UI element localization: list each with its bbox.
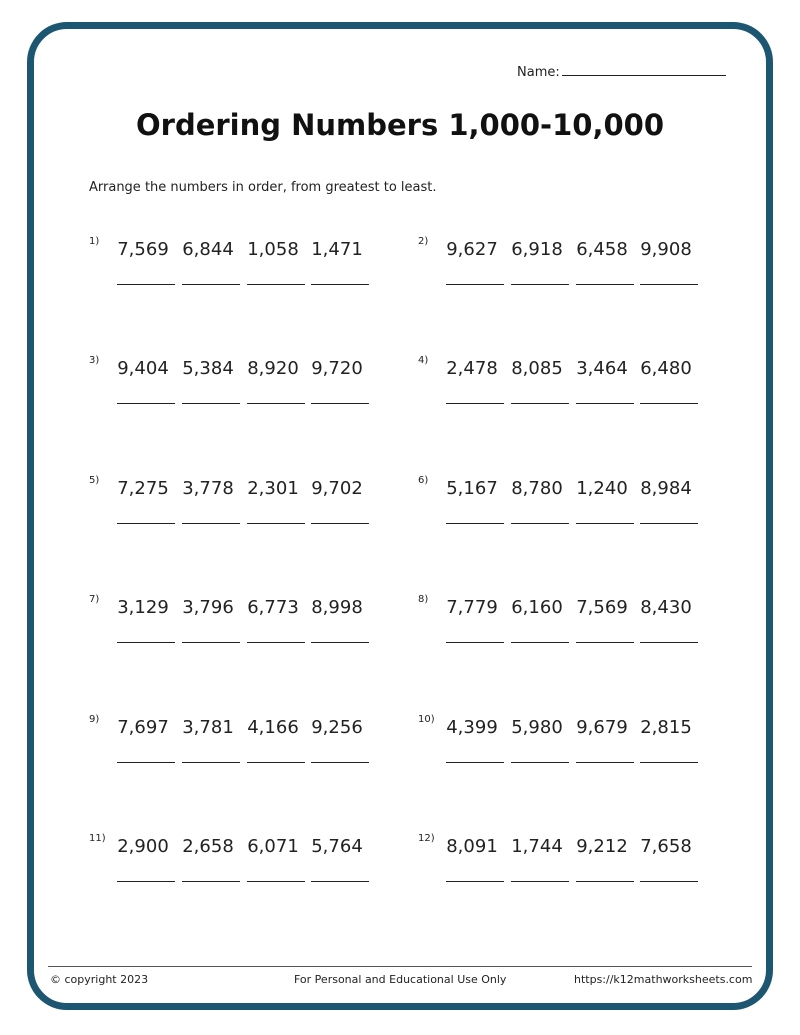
page-title: Ordering Numbers 1,000-10,000 <box>135 108 665 142</box>
footer-url[interactable]: https://k12mathworksheets.com <box>574 973 753 986</box>
problem-number: 4) <box>418 355 429 366</box>
answer-blank[interactable] <box>182 642 240 643</box>
problem-10 <box>418 714 708 784</box>
name-blank-line[interactable] <box>562 63 726 76</box>
given-number: 7,275 <box>117 478 169 499</box>
answer-blank[interactable] <box>576 762 634 763</box>
problem-5 <box>89 475 379 545</box>
given-number: 5,384 <box>182 358 234 379</box>
footer-usage: For Personal and Educational Use Only <box>294 973 507 986</box>
answer-blank[interactable] <box>511 762 569 763</box>
answer-blank[interactable] <box>640 881 698 882</box>
answer-blank[interactable] <box>576 881 634 882</box>
given-number: 4,399 <box>446 717 498 738</box>
answer-blank[interactable] <box>182 523 240 524</box>
answer-blank[interactable] <box>117 881 175 882</box>
given-number: 8,984 <box>640 478 692 499</box>
given-number: 5,764 <box>311 836 363 857</box>
problem-number: 10) <box>418 714 435 725</box>
given-number: 9,908 <box>640 239 692 260</box>
given-number: 9,720 <box>311 358 363 379</box>
answer-blank[interactable] <box>446 284 504 285</box>
given-number: 6,071 <box>247 836 299 857</box>
given-number: 6,480 <box>640 358 692 379</box>
answer-blank[interactable] <box>311 881 369 882</box>
given-number: 8,780 <box>511 478 563 499</box>
answer-blank[interactable] <box>311 762 369 763</box>
answer-blank[interactable] <box>247 284 305 285</box>
answer-blank[interactable] <box>576 642 634 643</box>
problem-number: 3) <box>89 355 100 366</box>
problem-number: 1) <box>89 236 100 247</box>
problem-number: 8) <box>418 594 429 605</box>
given-number: 6,458 <box>576 239 628 260</box>
problem-3 <box>89 355 379 425</box>
problem-number: 6) <box>418 475 429 486</box>
given-number: 3,796 <box>182 597 234 618</box>
answer-blank[interactable] <box>576 403 634 404</box>
given-number: 1,744 <box>511 836 563 857</box>
given-number: 2,478 <box>446 358 498 379</box>
given-number: 8,998 <box>311 597 363 618</box>
answer-blank[interactable] <box>576 284 634 285</box>
answer-blank[interactable] <box>247 403 305 404</box>
given-number: 5,167 <box>446 478 498 499</box>
given-number: 7,779 <box>446 597 498 618</box>
answer-blank[interactable] <box>446 523 504 524</box>
answer-blank[interactable] <box>311 284 369 285</box>
given-number: 7,569 <box>576 597 628 618</box>
problem-9 <box>89 714 379 784</box>
given-number: 4,166 <box>247 717 299 738</box>
answer-blank[interactable] <box>247 762 305 763</box>
given-number: 1,471 <box>311 239 363 260</box>
problem-8 <box>418 594 708 664</box>
answer-blank[interactable] <box>182 403 240 404</box>
answer-blank[interactable] <box>511 523 569 524</box>
problem-number: 11) <box>89 833 106 844</box>
given-number: 9,212 <box>576 836 628 857</box>
problem-number: 12) <box>418 833 435 844</box>
answer-blank[interactable] <box>640 284 698 285</box>
given-number: 3,781 <box>182 717 234 738</box>
given-number: 7,658 <box>640 836 692 857</box>
answer-blank[interactable] <box>311 403 369 404</box>
given-number: 6,844 <box>182 239 234 260</box>
answer-blank[interactable] <box>576 523 634 524</box>
problem-number: 7) <box>89 594 100 605</box>
answer-blank[interactable] <box>446 642 504 643</box>
answer-blank[interactable] <box>511 403 569 404</box>
problem-number: 9) <box>89 714 100 725</box>
answer-blank[interactable] <box>640 523 698 524</box>
given-number: 3,464 <box>576 358 628 379</box>
footer-copyright: © copyright 2023 <box>50 973 149 986</box>
name-label: Name: <box>517 65 560 80</box>
given-number: 8,430 <box>640 597 692 618</box>
given-number: 1,240 <box>576 478 628 499</box>
footer-divider <box>48 966 752 967</box>
answer-blank[interactable] <box>247 642 305 643</box>
answer-blank[interactable] <box>247 523 305 524</box>
answer-blank[interactable] <box>511 881 569 882</box>
answer-blank[interactable] <box>117 403 175 404</box>
given-number: 6,160 <box>511 597 563 618</box>
given-number: 6,918 <box>511 239 563 260</box>
problem-1 <box>89 236 379 306</box>
given-number: 9,404 <box>117 358 169 379</box>
answer-blank[interactable] <box>446 762 504 763</box>
given-number: 7,569 <box>117 239 169 260</box>
problem-11 <box>89 833 379 903</box>
answer-blank[interactable] <box>640 762 698 763</box>
given-number: 9,702 <box>311 478 363 499</box>
answer-blank[interactable] <box>182 284 240 285</box>
given-number: 2,301 <box>247 478 299 499</box>
answer-blank[interactable] <box>446 881 504 882</box>
given-number: 9,627 <box>446 239 498 260</box>
problem-number: 2) <box>418 236 429 247</box>
given-number: 5,980 <box>511 717 563 738</box>
problem-7 <box>89 594 379 664</box>
problem-6 <box>418 475 708 545</box>
given-number: 8,085 <box>511 358 563 379</box>
given-number: 6,773 <box>247 597 299 618</box>
answer-blank[interactable] <box>640 403 698 404</box>
answer-blank[interactable] <box>247 881 305 882</box>
given-number: 2,658 <box>182 836 234 857</box>
given-number: 2,815 <box>640 717 692 738</box>
problem-2 <box>418 236 708 306</box>
given-number: 7,697 <box>117 717 169 738</box>
answer-blank[interactable] <box>117 762 175 763</box>
given-number: 3,129 <box>117 597 169 618</box>
answer-blank[interactable] <box>311 642 369 643</box>
answer-blank[interactable] <box>640 642 698 643</box>
answer-blank[interactable] <box>511 642 569 643</box>
problem-12 <box>418 833 708 903</box>
answer-blank[interactable] <box>117 284 175 285</box>
answer-blank[interactable] <box>511 284 569 285</box>
answer-blank[interactable] <box>182 762 240 763</box>
instructions: Arrange the numbers in order, from greatest to least. <box>89 180 437 195</box>
answer-blank[interactable] <box>446 403 504 404</box>
given-number: 8,920 <box>247 358 299 379</box>
answer-blank[interactable] <box>117 523 175 524</box>
problem-4 <box>418 355 708 425</box>
name-field <box>517 63 726 80</box>
given-number: 8,091 <box>446 836 498 857</box>
problem-number: 5) <box>89 475 100 486</box>
given-number: 1,058 <box>247 239 299 260</box>
answer-blank[interactable] <box>117 642 175 643</box>
given-number: 2,900 <box>117 836 169 857</box>
given-number: 3,778 <box>182 478 234 499</box>
given-number: 9,679 <box>576 717 628 738</box>
answer-blank[interactable] <box>182 881 240 882</box>
answer-blank[interactable] <box>311 523 369 524</box>
given-number: 9,256 <box>311 717 363 738</box>
